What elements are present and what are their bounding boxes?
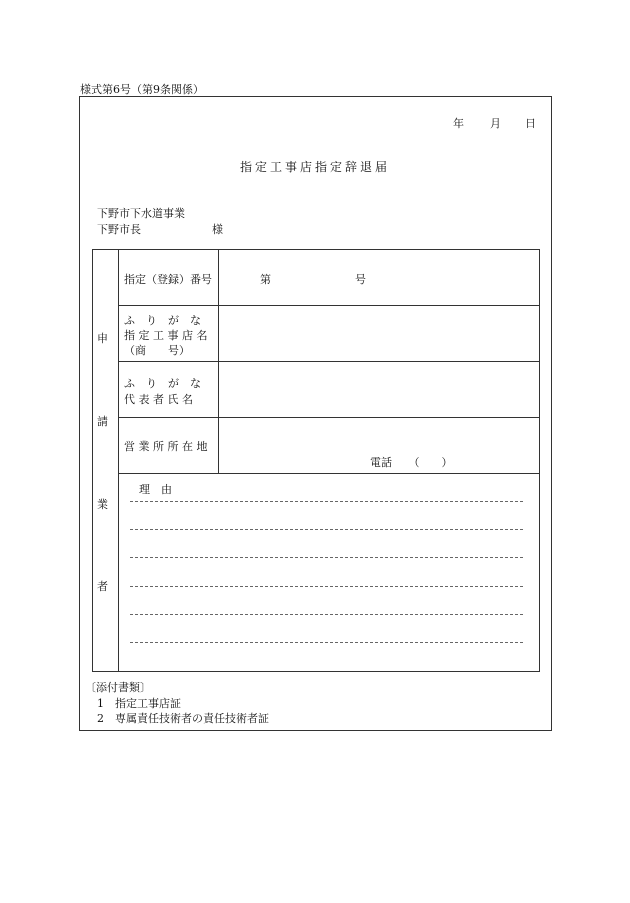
designation-number-prefix: 第 xyxy=(260,273,271,286)
office-phone: 電話 （ ） xyxy=(370,456,453,469)
reason-line xyxy=(130,586,523,587)
addressee-line2: 下野市長 xyxy=(97,223,141,236)
attachment-item: 2 専属責任技術者の責任技術者証 xyxy=(97,712,269,725)
row-divider xyxy=(118,417,540,418)
reason-label: 理 由 xyxy=(139,483,172,496)
date-month: 月 xyxy=(490,117,501,130)
side-column-divider xyxy=(118,249,119,672)
reason-line xyxy=(130,614,523,615)
representative-label: 代 表 者 氏 名 xyxy=(124,393,193,406)
representative-furigana: ふ り が な xyxy=(124,377,201,390)
designation-number-suffix: 号 xyxy=(355,273,366,286)
side-label-char: 請 xyxy=(97,415,108,428)
form-number: 様式第6号（第9条関係） xyxy=(80,83,204,96)
addressee-honorific: 様 xyxy=(212,223,223,236)
row-divider xyxy=(118,473,540,474)
date-day: 日 xyxy=(525,117,536,130)
side-label-char: 申 xyxy=(97,332,108,345)
office-address-label: 営 業 所 所 在 地 xyxy=(124,440,208,453)
reason-line xyxy=(130,557,523,558)
date-year: 年 xyxy=(453,117,464,130)
row-divider xyxy=(118,305,540,306)
designation-number-label: 指定（登録）番号 xyxy=(124,273,212,286)
side-label-char: 業 xyxy=(97,498,108,511)
side-label-char: 者 xyxy=(97,580,108,593)
store-name-furigana: ふ り が な xyxy=(124,314,201,327)
document-title: 指定工事店指定辞退届 xyxy=(239,160,390,174)
store-name-label: 指 定 工 事 店 名 xyxy=(124,329,208,342)
row-divider xyxy=(118,361,540,362)
reason-line xyxy=(130,501,523,502)
reason-line xyxy=(130,642,523,643)
attachments-heading: 〔添付書類〕 xyxy=(85,681,151,694)
reason-line xyxy=(130,529,523,530)
store-name-sub: （商 号） xyxy=(124,344,190,357)
addressee-line1: 下野市下水道事業 xyxy=(97,207,185,220)
attachment-item: 1 指定工事店証 xyxy=(97,697,181,710)
